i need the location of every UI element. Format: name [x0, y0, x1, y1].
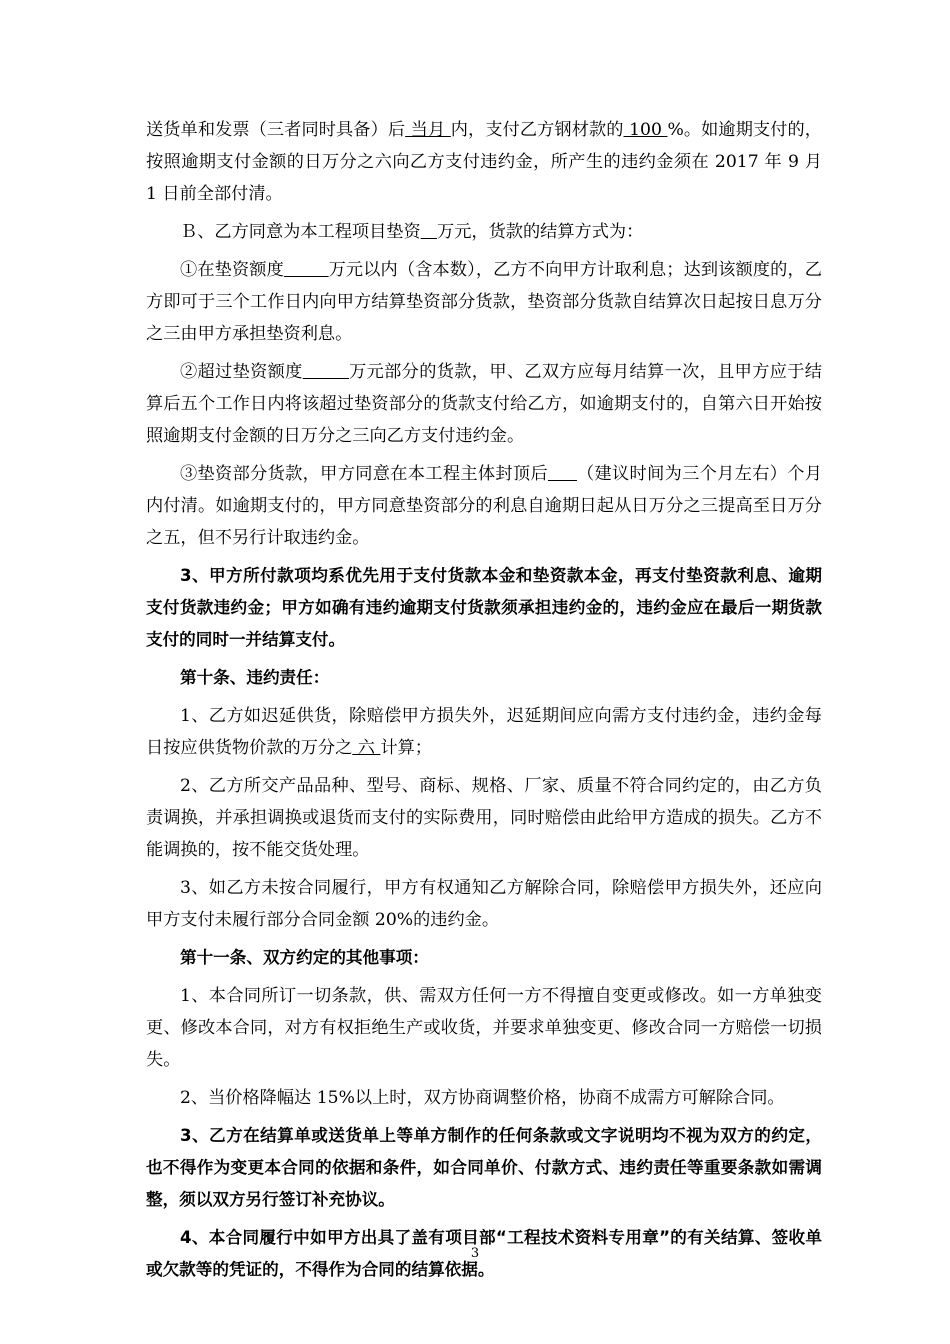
advance-amount-blank: [421, 222, 437, 242]
advance-limit-blank: [284, 260, 329, 280]
months-blank: [548, 464, 577, 484]
text-segment: 送货单和发票（三者同时具备）后: [146, 120, 406, 140]
article-10-heading: 第十条、违约责任：: [180, 668, 330, 687]
no-modification-clause: 1、本合同所订一切条款，供、需双方任何一方不得擅自变更或修改。如一方单独变更、修改本合同，对方有权拒绝生产或收货，并要求单独变更、修改合同一方赔偿一切损失。: [146, 986, 822, 1070]
late-delivery-clause: [146, 700, 822, 764]
termination-clause: 3、如乙方未按合同履行，甲方有权通知乙方解除合同，除赔偿甲方损失外，还应向甲方支付未履行部分合同金额 20%的违约金。: [146, 878, 822, 930]
text-segment: 内，支付乙方钢材款的: [450, 120, 624, 140]
unilateral-terms-clause: 3、乙方在结算单或送货单上等单方制作的任何条款或文字说明均不视为双方的约定，也不得作为变更本合同的依据和条件，如合同单价、付款方式、违约责任等重要条款如需调整，须以双方另行签订补充协议。: [146, 1126, 822, 1209]
payment-percent-blank: 100: [623, 120, 668, 140]
text-segment: %。如逾期支付的，按照逾期支付金额的日万分之六向乙方支付违约金，所产生的违约金须在 2017 年 9 月 1 日前全部付清。: [146, 120, 822, 204]
stamp-voucher-clause: 4、本合同履行中如甲方出具了盖有项目部“工程技术资料专用章”的有关结算、签收单或欠款等的凭证的，不得作为合同的结算依据。: [146, 1228, 822, 1279]
text-segment: ③垫资部分货款，甲方同意在本工程主体封顶后: [180, 464, 548, 484]
price-adjustment-clause: 2、当价格降幅达 15%以上时，双方协商调整价格，协商不成需方可解除合同。: [180, 1088, 785, 1108]
advance-funding-clause: [146, 216, 822, 248]
text-segment: 计算；: [380, 738, 432, 758]
advance-item-3: [146, 458, 822, 554]
text-segment: （建议时间为三个月左右）个月内付清。如逾期支付的，甲方同意垫资部分的利息自逾期日起从日万分之三提高至日万分之五，但不另行计取违约金。: [146, 464, 822, 548]
contract-body: [146, 114, 822, 1292]
advance-item-1: [146, 254, 822, 350]
penalty-rate-blank: 六: [352, 738, 381, 758]
text-segment: ②超过垫资额度: [180, 362, 303, 382]
quality-clause: 2、乙方所交产品品种、型号、商标、规格、厂家、质量不符合同约定的，由乙方负责调换，并承担调换或退货而支付的实际费用，同时赔偿由此给甲方造成的损失。乙方不能调换的，按不能交货处理。: [146, 776, 822, 860]
text-segment: ①在垫资额度: [180, 260, 284, 280]
advance-excess-blank: [303, 362, 349, 382]
page-number: 3: [470, 1246, 480, 1261]
payment-period-blank: 当月: [405, 120, 451, 140]
payment-priority-clause: 3、甲方所付款项均系优先用于支付货款本金和垫资款本金，再支付垫资款利息、逾期支付货款违约金；甲方如确有违约逾期支付货款须承担违约金的，违约金应在最后一期货款支付的同时一并结算支付。: [146, 566, 822, 649]
article-11-heading: 第十一条、双方约定的其他事项：: [180, 948, 429, 967]
advance-item-2: [146, 356, 822, 452]
text-segment: 万元以内（含本数），乙方不向甲方计取利息；达到该额度的，乙方即可于三个工作日内向甲方结算垫资部分货款，垫资部分货款自结算次日起按日息万分之三由甲方承担垫资利息。: [146, 260, 822, 344]
text-segment: Ｂ、乙方同意为本工程项目垫资: [180, 222, 421, 242]
text-segment: 万元，货款的结算方式为：: [437, 222, 644, 242]
payment-clause-continued: [146, 114, 822, 210]
text-segment: 万元部分的货款，甲、乙双方应每月结算一次，且甲方应于结算后五个工作日内将该超过垫资部分的货款支付给乙方，如逾期支付的，自第六日开始按照逾期支付金额的日万分之三向乙方支付违约金。: [146, 362, 822, 446]
text-segment: 1、乙方如迟延供货，除赔偿甲方损失外，迟延期间应向需方支付违约金，违约金每日按应供货物价款的万分之: [146, 706, 822, 758]
